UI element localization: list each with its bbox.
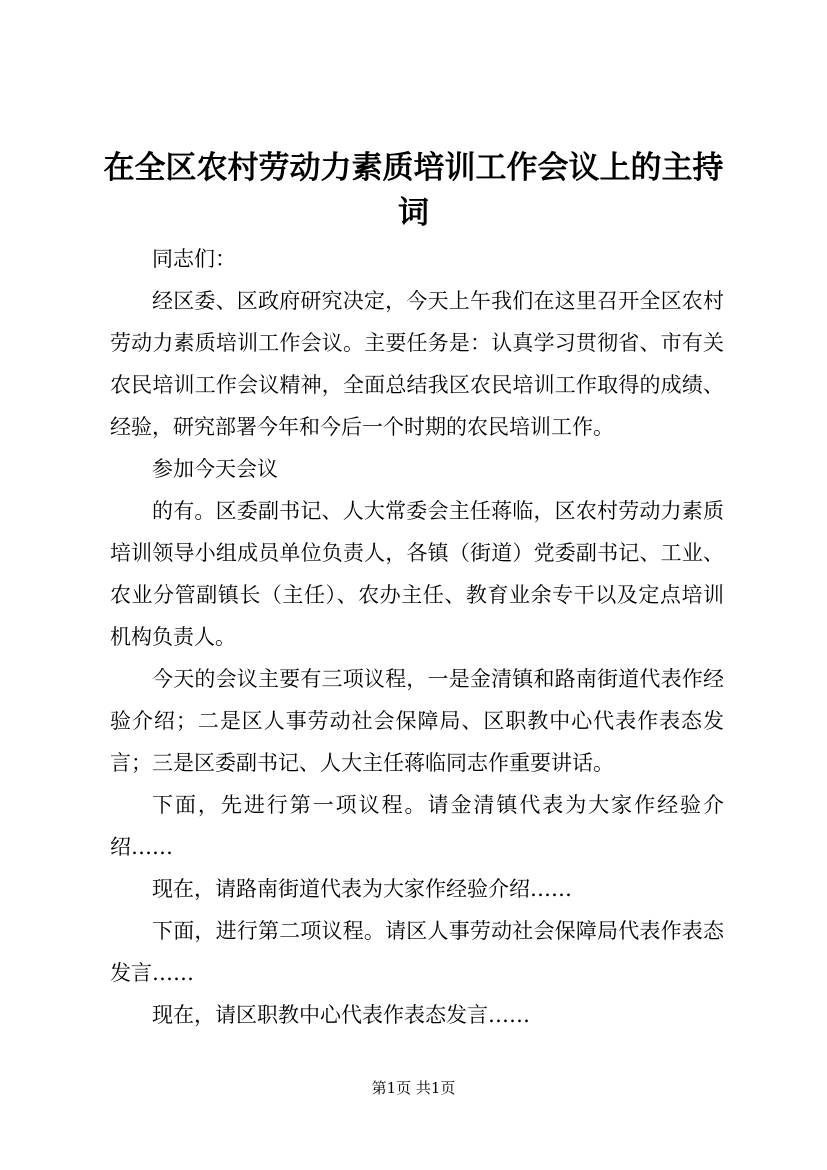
paragraph-purpose: 经区委、区政府研究决定，今天上午我们在这里召开全区农村劳动力素质培训工作会议。主要任务是：认真学习贯彻省、市有关农民培训工作会议精神，全面总结我区农民培训工作取得的成绩、经验，研究部署今年和今后一个时期的农民培训工作。: [110, 289, 724, 439]
paragraph-agenda: 今天的会议主要有三项议程，一是金清镇和路南街道代表作经验介绍；二是区人事劳动社会保障局、区职教中心代表作表态发言；三是区委副书记、人大主任蒋临同志作重要讲话。: [110, 667, 724, 775]
document-body: [110, 238, 724, 1036]
paragraph-vocational-center: 现在，请区职教中心代表作表态发言……: [152, 1003, 530, 1027]
page-number-footer: 第1页 共1页: [371, 1079, 456, 1097]
document-title: 在全区农村劳动力素质培训工作会议上的主持词: [103, 150, 724, 231]
paragraph-attendees-intro: 参加今天会议: [152, 457, 278, 481]
paragraph-item-one: 下面，先进行第一项议程。请金清镇代表为大家作经验介绍……: [110, 793, 724, 859]
paragraph-attendees-list: 的有。区委副书记、人大常委会主任蒋临，区农村劳动力素质培训领导小组成员单位负责人，各镇（街道）党委副书记、工业、农业分管副镇长（主任）、农办主任、教育业余专干以及定点培训机构负责人。: [110, 499, 724, 649]
paragraph-item-two: 下面，进行第二项议程。请区人事劳动社会保障局代表作表态发言……: [110, 919, 724, 985]
paragraph-greeting: 同志们：: [152, 247, 236, 271]
paragraph-lunan: 现在，请路南街道代表为大家作经验介绍……: [152, 877, 572, 901]
